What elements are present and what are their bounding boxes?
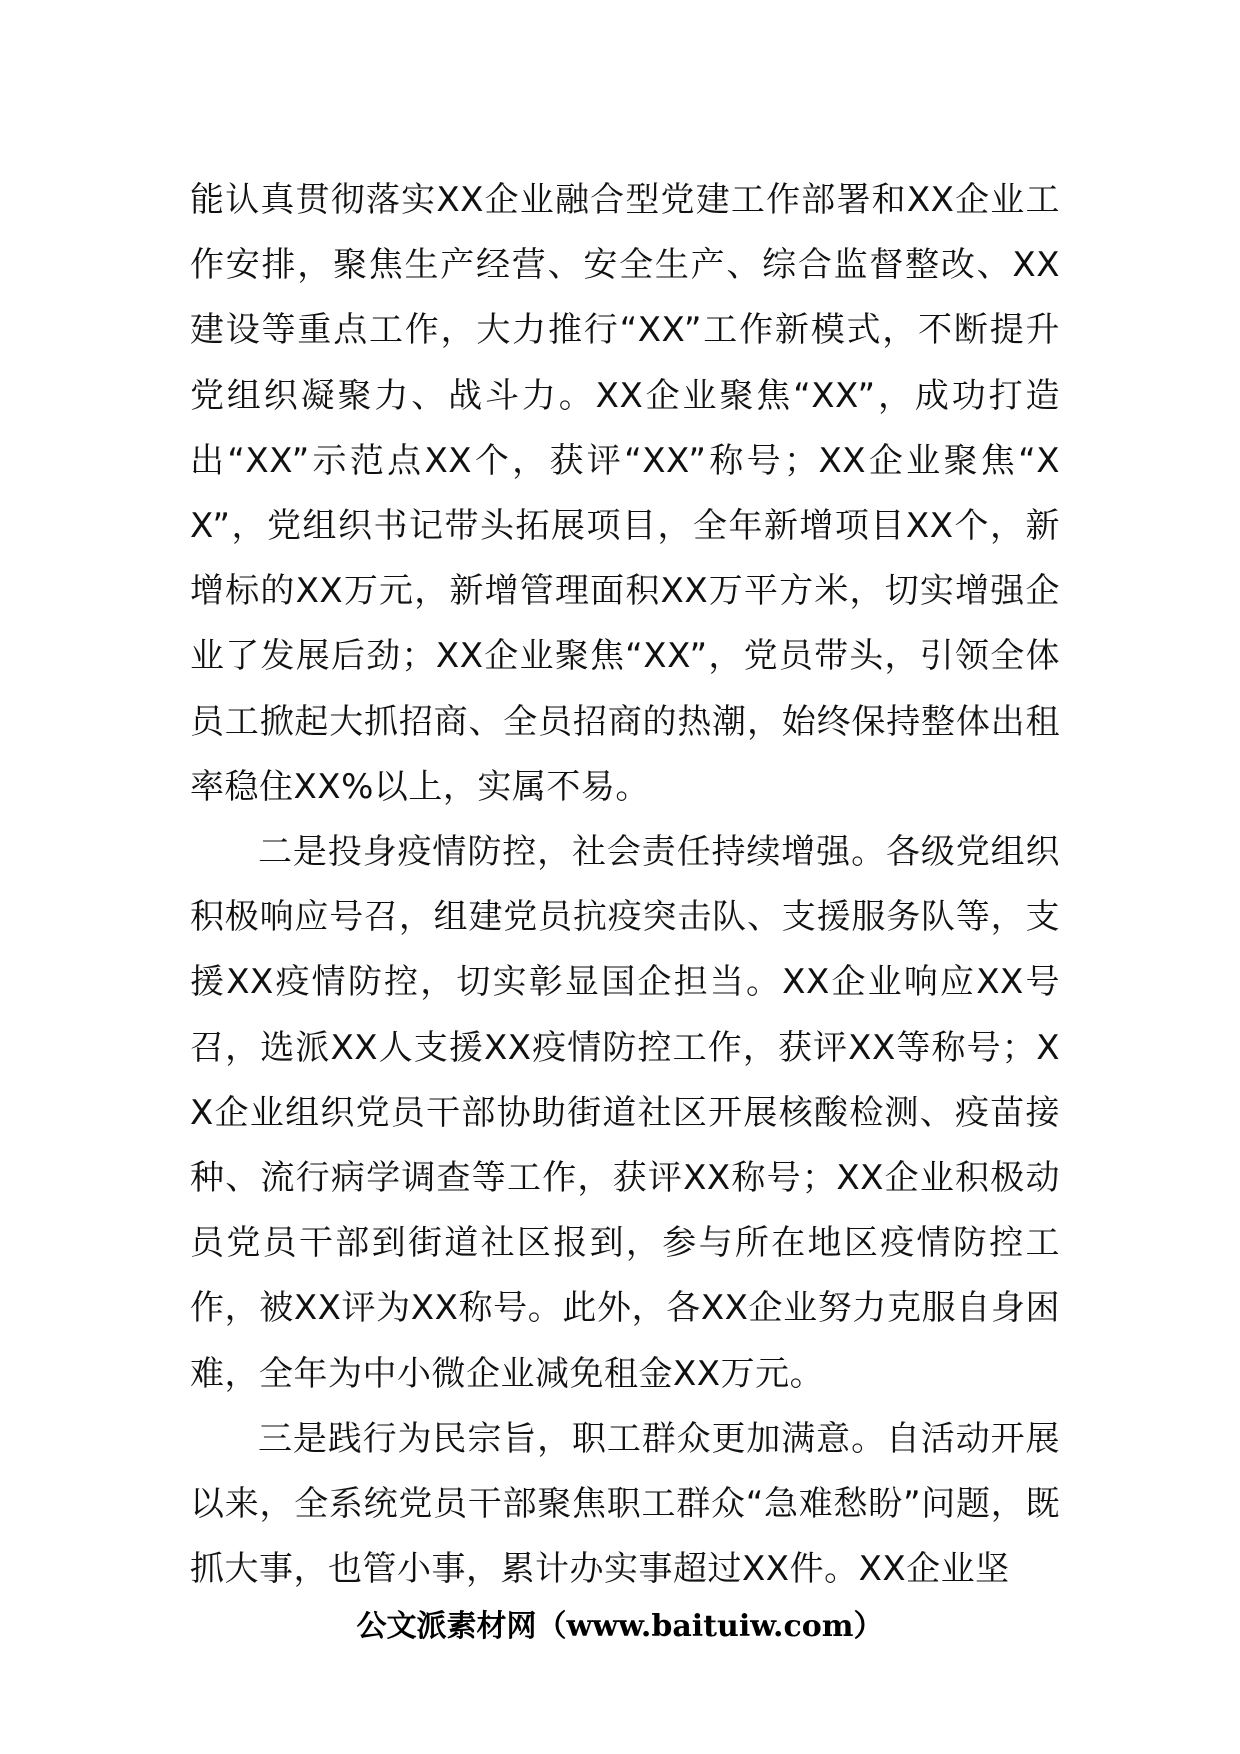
paragraph-2: 二是投身疫情防控，社会责任持续增强。各级党组织积极响应号召，组建党员抗疫突击队、支援服务队等，支援XX疫情防控，切实彰显国企担当。XX企业响应XX号召，选派XX人支援XX疫情防控工作，获评XX等称号；XX企业组织党员干部协助街道社区开展核酸检测、疫苗接种、流行病学调查等工作，获评XX称号；XX企业积极动员党员干部到街道社区报到，参与所在地区疫情防控工作，被XX评为XX称号。此外，各XX企业努力克服自身困难，全年为中小微企业减免租金XX万元。 xyxy=(190,832,1060,1394)
paragraph-1: 能认真贯彻落实XX企业融合型党建工作部署和XX企业工作安排，聚焦生产经营、安全生产、综合监督整改、XX建设等重点工作，大力推行“XX”工作新模式，不断提升党组织凝聚力、战斗力。XX企业聚焦“XX”，成功打造出“XX”示范点XX个，获评“XX”称号；XX企业聚焦“XX”，党组织书记带头拓展项目，全年新增项目XX个，新增标的XX万元，新增管理面积XX万平方米，切实增强企业了发展后劲；XX企业聚焦“XX”，党员带头，引领全体员工掀起大抓招商、全员招商的热潮，始终保持整体出租率稳住XX%以上，实属不易。 xyxy=(190,180,1060,807)
document-body xyxy=(190,168,1060,1602)
paragraph-3: 三是践行为民宗旨，职工群众更加满意。自活动开展以来，全系统党员干部聚焦职工群众“急难愁盼”问题，既抓大事，也管小事，累计办实事超过XX件。XX企业坚 xyxy=(190,1418,1060,1590)
page-footer-watermark: 公文派素材网（www.baituiw.com） xyxy=(356,1609,884,1644)
